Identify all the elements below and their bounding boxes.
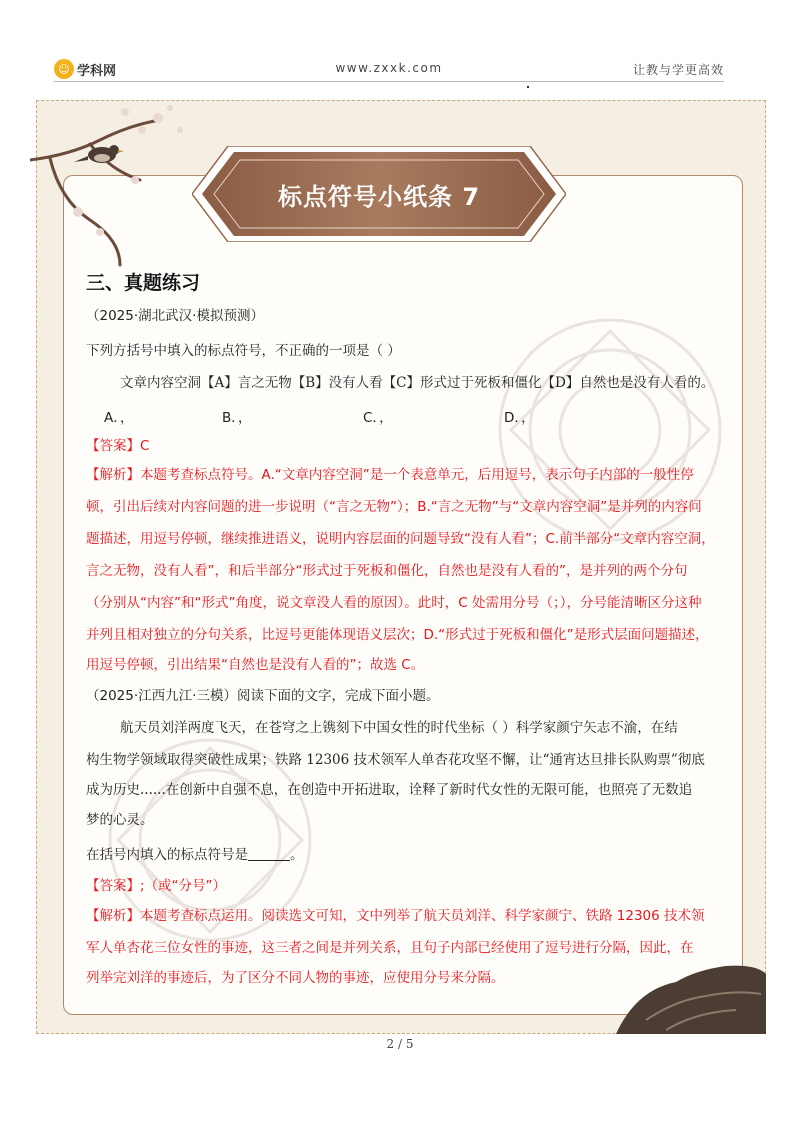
site-slogan: 让教与学更高效 bbox=[632, 63, 724, 77]
section-title: 三、真题练习 bbox=[86, 272, 201, 294]
q2-stem bbox=[86, 845, 718, 865]
background-ornament bbox=[480, 300, 740, 560]
q2-answer: 【答案】;（或“分号”） bbox=[86, 878, 227, 894]
page-number: 2 / 5 bbox=[386, 1037, 414, 1051]
q1-stem: 下列方括号中填入的标点符号，不正确的一项是（ ） bbox=[86, 343, 401, 359]
q2-passage-line: 构生物学领域取得突破性成果；铁路 12306 技术领军人单杏花攻坚不懈，让“通宵达旦排长队购票”彻底 bbox=[86, 752, 705, 768]
q1-analysis-line: 【解析】本题考查标点符号。A.“文章内容空洞”是一个表意单元，后用逗号，表示句子内部的一般性停 bbox=[86, 467, 694, 483]
answer-blank[interactable] bbox=[248, 847, 290, 861]
q2-analysis-line: 军人单杏花三位女性的事迹，这三者之间是并列关系，且句子内部已经使用了逗号进行分隔，因此，在 bbox=[86, 940, 694, 956]
q1-analysis-line: （分别从“内容”和“形式”角度，说文章没人看的原因）。此时，C 处需用分号（；），分号能清晰区分这种 bbox=[86, 595, 702, 611]
site-url[interactable]: www.zxxk.com bbox=[335, 61, 443, 75]
q1-answer: 【答案】C bbox=[86, 438, 150, 454]
q1-option-b[interactable]: B．， bbox=[222, 410, 252, 426]
q1-analysis-line: 用逗号停顿，引出结果“自然也是没有人看的”；故选 C。 bbox=[86, 657, 425, 673]
q1-analysis-line: 并列且相对独立的分句关系，比逗号更能体现语义层次；D.“形式过于死板和僵化”是形式层面问题描述， bbox=[86, 627, 709, 643]
q1-option-d[interactable]: D．， bbox=[504, 410, 535, 426]
q1-analysis-line: 题描述，用逗号停顿，继续推进语义，说明内容层面的问题导致“没有人看”；C.前半部分“文章内容空洞， bbox=[86, 531, 715, 547]
q1-option-c[interactable]: C．， bbox=[363, 410, 393, 426]
q2-stem-text: 在括号内填入的标点符号是 bbox=[86, 847, 248, 863]
document-title: 标点符号小纸条 7 bbox=[277, 182, 481, 211]
q2-stem-end: 。 bbox=[290, 847, 304, 863]
q1-source: （2025·湖北武汉·模拟预测） bbox=[86, 308, 264, 324]
stray-dot bbox=[527, 86, 529, 88]
q2-analysis-line: 【解析】本题考查标点运用。阅读选文可知，文中列举了航天员刘洋、科学家颜宁、铁路 12306 技术领 bbox=[86, 908, 705, 924]
logo-face-icon: ☺ bbox=[54, 59, 74, 79]
q1-analysis-line: 言之无物，没有人看”，和后半部分“形式过于死板和僵化，自然也是没有人看的”，是并列的两个分句 bbox=[86, 563, 688, 579]
q1-sentence: 文章内容空洞【A】言之无物【B】没有人看【C】形式过于死板和僵化【D】自然也是没有人看的。 bbox=[120, 375, 715, 391]
q2-passage-line: 航天员刘洋两度飞天，在苍穹之上镌刻下中国女性的时代坐标（ ）科学家颜宁矢志不渝，在结 bbox=[120, 720, 678, 736]
q2-analysis-line: 列举完刘洋的事迹后，为了区分不同人物的事迹，应使用分号来分隔。 bbox=[86, 970, 505, 986]
q1-analysis-line: 顿，引出后续对内容问题的进一步说明（“言之无物”）；B.“言之无物”与“文章内容空洞”是并列的内容问 bbox=[86, 499, 702, 515]
q2-source: （2025·江西九江·三模）阅读下面的文字，完成下面小题。 bbox=[86, 688, 440, 704]
q2-passage-line: 成为历史......在创新中自强不息，在创造中开拓进取，诠释了新时代女性的无限可能，也照亮了无数追 bbox=[86, 782, 693, 798]
page-header bbox=[54, 58, 724, 82]
q2-passage-line: 梦的心灵。 bbox=[86, 812, 154, 828]
logo-text: 学科网 bbox=[77, 63, 117, 79]
q1-option-a[interactable]: A．， bbox=[104, 410, 134, 426]
